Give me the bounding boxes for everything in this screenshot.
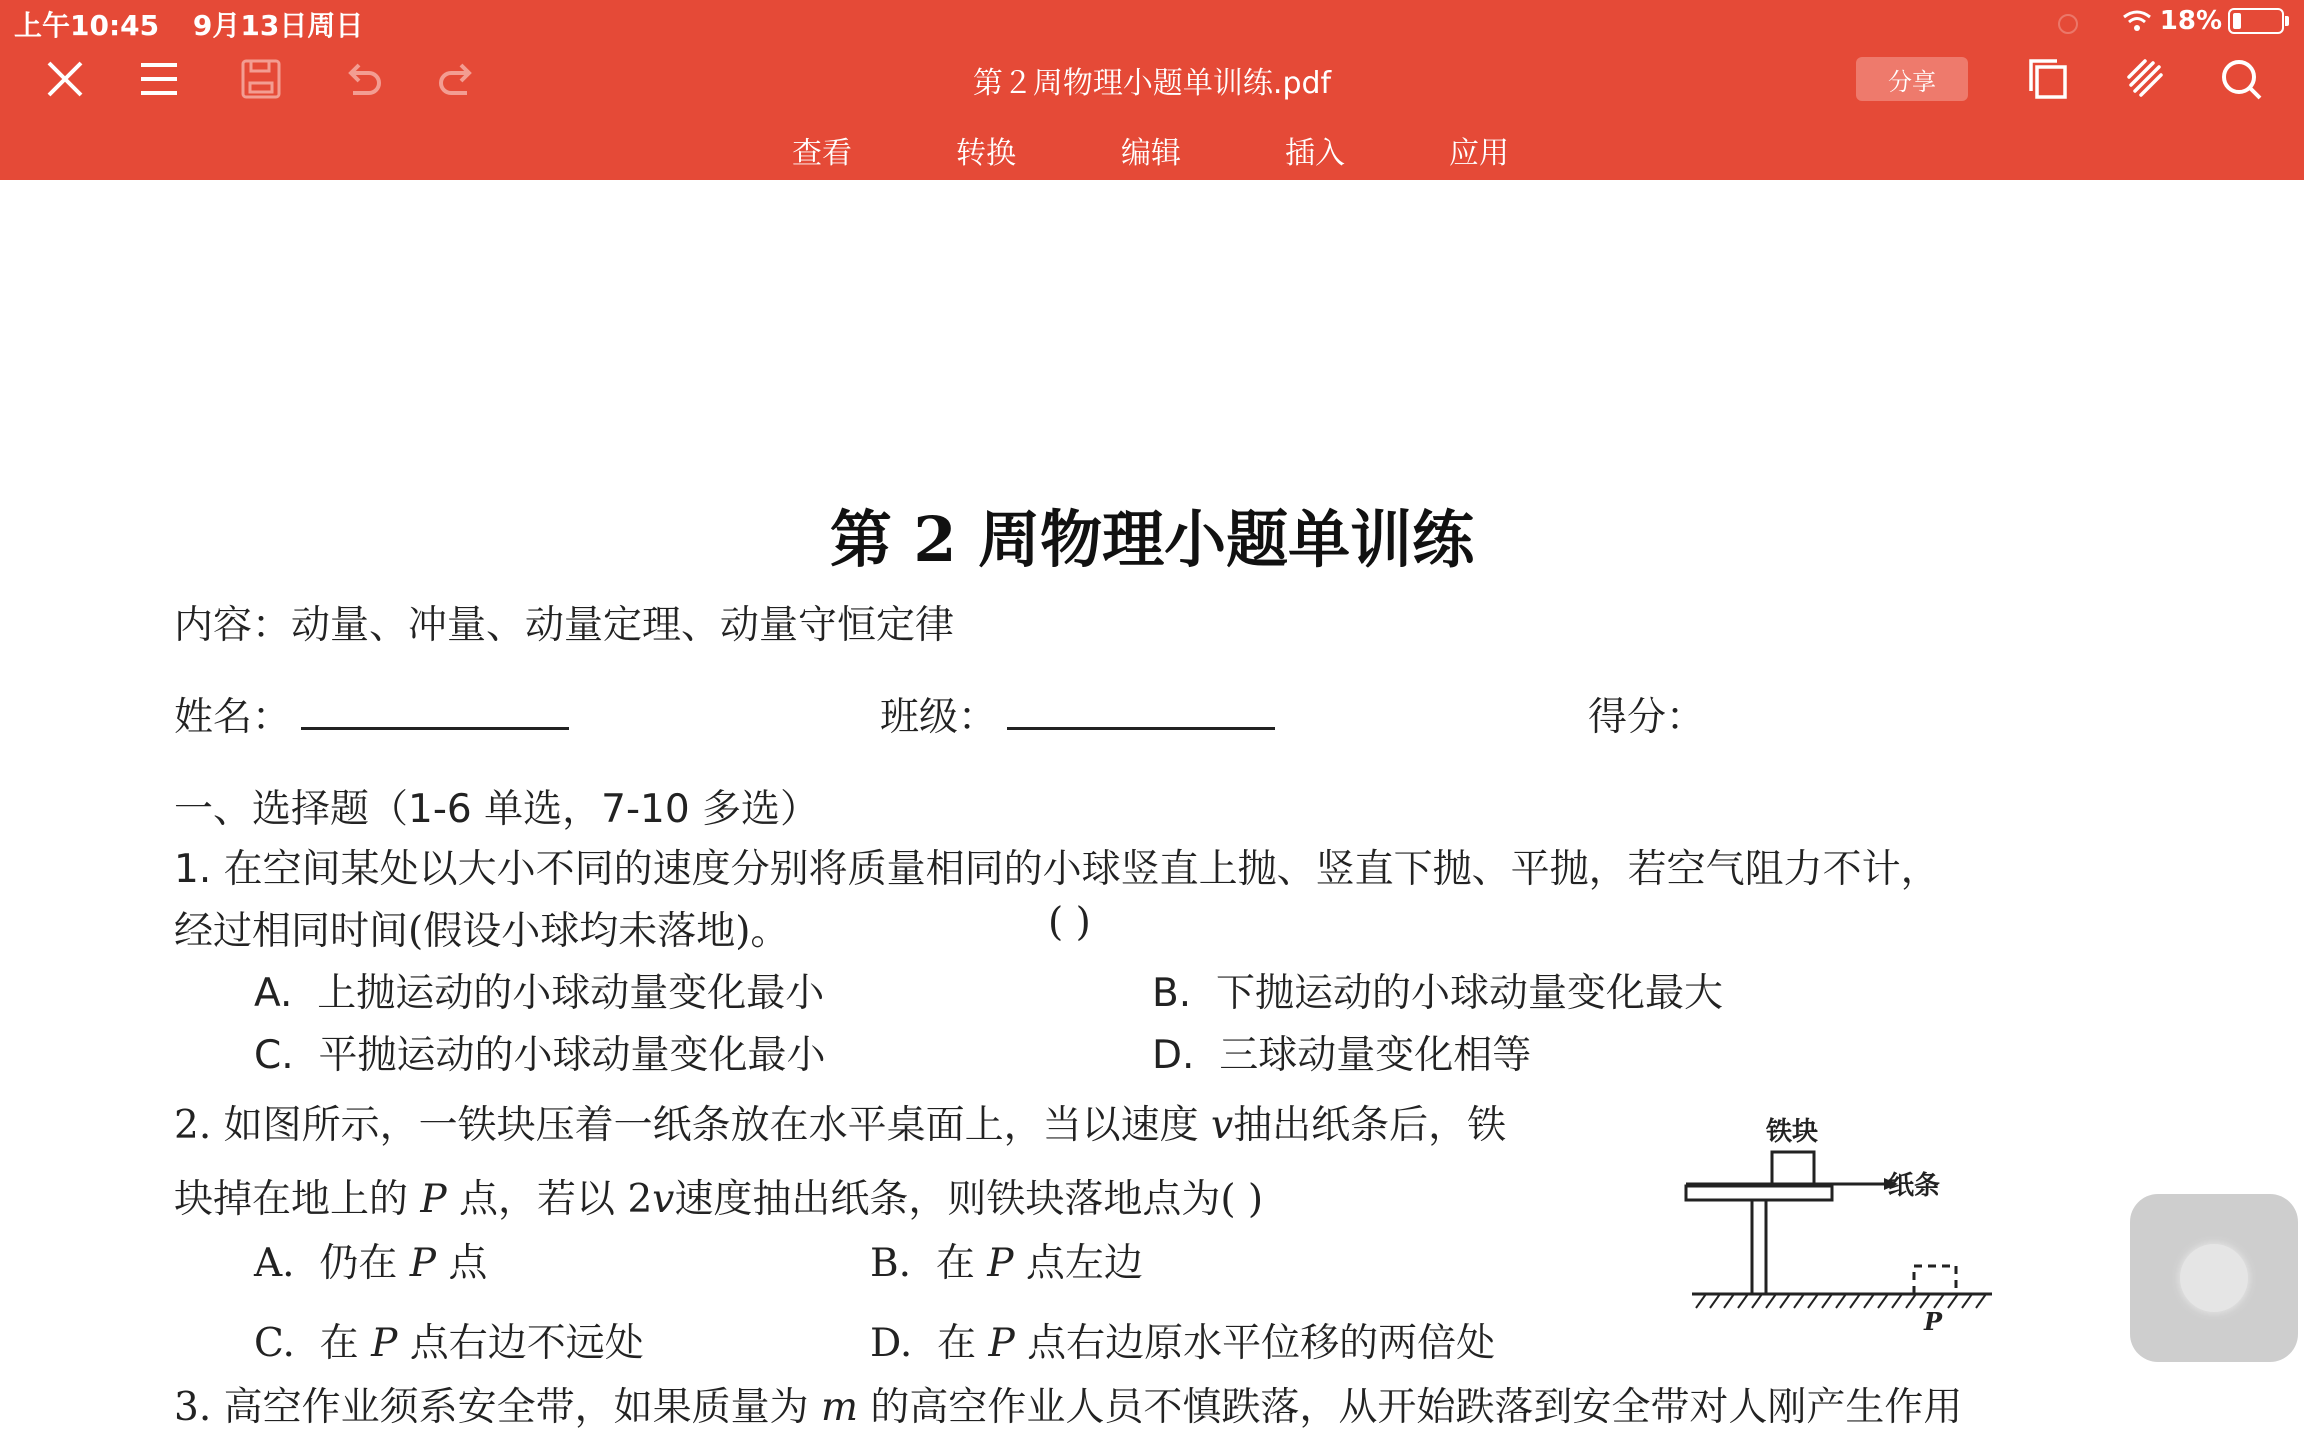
file-name: 第２周物理小题单训练.pdf bbox=[972, 66, 1332, 101]
section-heading-prefix: 一、选择题（ bbox=[174, 787, 409, 832]
q3-line1 bbox=[174, 1376, 1962, 1432]
q2-stem-2a: 块掉在地上的 bbox=[174, 1177, 421, 1222]
document-title: 第 2 周物理小题单训练 bbox=[829, 503, 1475, 576]
pages-icon[interactable] bbox=[2020, 50, 2078, 108]
iron-block bbox=[1772, 1152, 1814, 1184]
class-blank bbox=[1007, 697, 1275, 730]
section-heading-mid: 单选， bbox=[471, 787, 602, 832]
figure-point-label: P bbox=[1924, 1307, 1943, 1336]
q2-option-d-text2: 点右边原水平位移的两倍处 bbox=[1014, 1321, 1496, 1366]
class-label: 班级： bbox=[880, 695, 998, 740]
section-heading bbox=[174, 778, 819, 834]
class-field bbox=[880, 686, 1275, 742]
battery-percent: 18% bbox=[2159, 6, 2222, 36]
q2-velocity-symbol: v bbox=[1211, 1103, 1234, 1148]
q2-option-c-p: P bbox=[371, 1321, 398, 1366]
pdf-page bbox=[0, 180, 2304, 1444]
q2-figure bbox=[1680, 1116, 2010, 1346]
q1-option-d bbox=[1152, 1024, 1531, 1080]
q2-option-c-text2: 点右边不远处 bbox=[397, 1321, 644, 1366]
q1-option-b-letter: B. bbox=[1152, 971, 1192, 1016]
ground-hatch bbox=[1696, 1294, 1986, 1308]
q2-option-b-text1: 在 bbox=[935, 1241, 988, 1286]
q2-option-d bbox=[870, 1312, 1495, 1368]
battery-level bbox=[2233, 13, 2241, 29]
tab-convert[interactable]: 转换 bbox=[956, 136, 1016, 171]
table-top bbox=[1686, 1186, 1832, 1200]
q2-option-c-text1: 在 bbox=[319, 1321, 372, 1366]
q2-stem-1a: 如图所示，一铁块压着一纸条放在水平桌面上，当以速度 bbox=[223, 1103, 1212, 1148]
app-toolbar bbox=[0, 0, 2304, 180]
name-label: 姓名： bbox=[174, 695, 292, 740]
section-heading-suffix: 多选） bbox=[689, 787, 820, 832]
q1-option-b-text: 下抛运动的小球动量变化最大 bbox=[1215, 971, 1723, 1016]
figure-strip-label: 纸条 bbox=[1888, 1171, 1941, 1201]
q1-option-d-letter: D. bbox=[1152, 1033, 1195, 1078]
tab-edit[interactable]: 编辑 bbox=[1121, 136, 1181, 171]
q2-option-a bbox=[254, 1232, 487, 1288]
name-field bbox=[174, 686, 569, 742]
q2-point-symbol: P bbox=[420, 1177, 447, 1222]
q2-option-a-text2: 点 bbox=[436, 1241, 488, 1286]
q3-mass-symbol: m bbox=[821, 1385, 859, 1430]
landing-position bbox=[1914, 1266, 1956, 1294]
q1-line1 bbox=[174, 838, 1940, 894]
status-bar-right bbox=[2122, 6, 2284, 36]
pen-annotate-icon[interactable] bbox=[2116, 50, 2174, 108]
q1-option-a bbox=[254, 962, 824, 1018]
q2-number: 2. bbox=[174, 1103, 212, 1148]
q2-option-d-letter: D. bbox=[870, 1321, 913, 1366]
q1-option-c bbox=[254, 1024, 825, 1080]
q2-option-d-text1: 在 bbox=[937, 1321, 989, 1366]
q2-option-b-text2: 点左边 bbox=[1013, 1241, 1143, 1286]
q2-stem-2c: 速度抽出纸条，则铁块落地点为( ) bbox=[674, 1177, 1264, 1222]
tab-insert[interactable]: 插入 bbox=[1285, 136, 1345, 171]
q1-option-b bbox=[1152, 962, 1723, 1018]
search-icon[interactable] bbox=[2212, 50, 2270, 108]
assistive-touch-icon bbox=[2180, 1244, 2248, 1312]
q3-stem-b: 的高空作业人员不慎跌落，从开始跌落到安全带对人刚产生作用 bbox=[858, 1385, 1963, 1430]
q1-number: 1. bbox=[174, 847, 212, 892]
assistive-touch-button[interactable] bbox=[2130, 1194, 2298, 1362]
tab-apps[interactable]: 应用 bbox=[1449, 136, 1509, 171]
q2-option-b bbox=[870, 1232, 1143, 1288]
q2-option-c bbox=[254, 1312, 644, 1368]
status-bar-left bbox=[14, 4, 387, 44]
q1-stem-1: 在空间某处以大小不同的速度分别将质量相同的小球竖直上抛、竖直下抛、平抛，若空气阻力不计， bbox=[223, 847, 1940, 892]
q2-stem-1b: 抽出纸条后，铁 bbox=[1233, 1103, 1507, 1148]
q1-option-d-text: 三球动量变化相等 bbox=[1219, 1033, 1532, 1078]
content-line: 内容：动量、冲量、动量定理、动量守恒定律 bbox=[174, 603, 955, 648]
tab-view[interactable]: 查看 bbox=[792, 136, 852, 171]
score-label: 得分： bbox=[1588, 695, 1706, 740]
q2-line2 bbox=[174, 1168, 1263, 1224]
name-blank bbox=[301, 697, 569, 730]
q2-option-a-text1: 仍在 bbox=[319, 1241, 410, 1286]
q2-option-a-letter: A. bbox=[254, 1241, 295, 1286]
q1-option-c-letter: C. bbox=[254, 1033, 294, 1078]
recording-dot-icon bbox=[2058, 14, 2078, 34]
battery-icon bbox=[2228, 8, 2284, 34]
status-time: 上午10:45 bbox=[14, 9, 160, 42]
figure-block-label: 铁块 bbox=[1766, 1117, 1819, 1147]
q2-option-b-letter: B. bbox=[870, 1241, 912, 1286]
q2-option-b-p: P bbox=[987, 1241, 1014, 1286]
q2-velocity-symbol-2: v bbox=[652, 1177, 675, 1222]
section-range-multi: 7-10 bbox=[601, 787, 690, 832]
wifi-icon bbox=[2122, 9, 2152, 33]
q1-option-c-text: 平抛运动的小球动量变化最小 bbox=[318, 1033, 826, 1078]
status-date: 9月13日周日 bbox=[192, 9, 364, 42]
q2-line1 bbox=[174, 1094, 1506, 1150]
q2-option-d-p: P bbox=[988, 1321, 1015, 1366]
q1-answer-paren: ( ) bbox=[1048, 900, 1091, 945]
q3-stem-a: 高空作业须系安全带，如果质量为 bbox=[223, 1385, 822, 1430]
q1-stem-2: 经过相同时间(假设小球均未落地)。 bbox=[174, 909, 790, 954]
q2-option-a-p: P bbox=[409, 1241, 437, 1286]
section-range-single: 1-6 bbox=[408, 787, 472, 832]
q1-option-a-text: 上抛运动的小球动量变化最小 bbox=[317, 971, 825, 1016]
q2-option-c-letter: C. bbox=[254, 1321, 295, 1366]
q3-number: 3. bbox=[174, 1385, 212, 1430]
share-button[interactable]: 分享 bbox=[1856, 57, 1968, 101]
q2-stem-2b: 点，若以 2 bbox=[446, 1177, 653, 1222]
q1-option-a-letter: A. bbox=[254, 971, 293, 1016]
